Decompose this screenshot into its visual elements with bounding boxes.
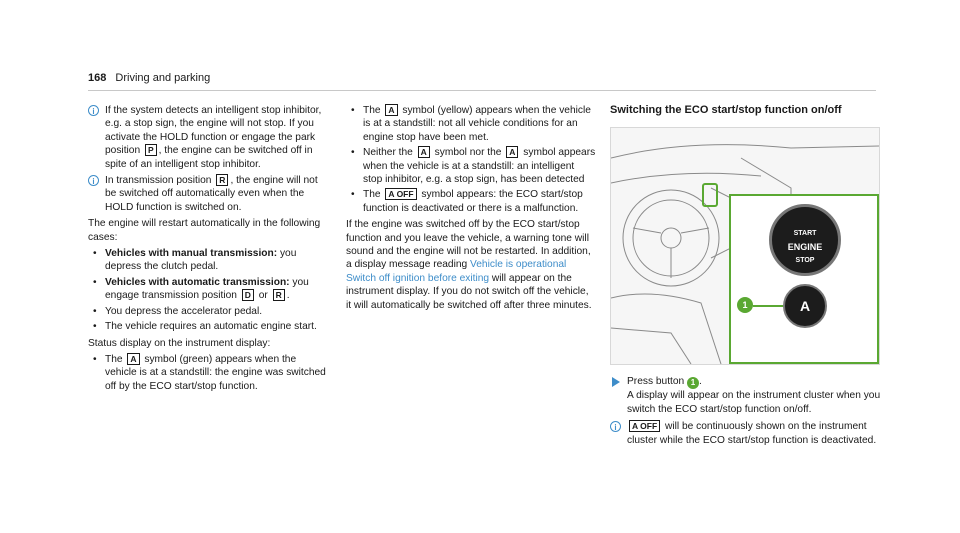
start-stop-button[interactable]: [769, 204, 841, 276]
item-label: Vehicles with manual transmission:: [105, 248, 278, 260]
para-text: If the engine was switched off by the ECO start/stop function and you leave the vehicle, a warning tone will sound and the engine will not be restarted. In addition, a display message reading: [346, 219, 591, 271]
column-right: [610, 104, 882, 450]
info-icon: i: [610, 421, 621, 432]
park-position-symbol: P: [145, 144, 157, 156]
item-text: you engage transmission position: [105, 276, 309, 302]
stop-label: STOP: [795, 257, 815, 265]
eco-green-icon: A: [127, 353, 139, 365]
eco-green-icon: A: [418, 146, 430, 158]
info-icon: i: [88, 175, 99, 186]
eco-off-icon: A OFF: [629, 420, 660, 432]
tip-text: will be continuously shown on the instrument cluster while the ECO start/stop function is deactivated.: [627, 421, 877, 446]
section-title: Driving and parking: [115, 72, 211, 84]
step-result-text: A display will appear on the instrument cluster when you switch the ECO start/stop function on/off.: [627, 390, 881, 415]
restart-intro: The engine will restart automatically in the following cases:: [88, 218, 321, 243]
reverse-position-symbol: R: [273, 289, 285, 301]
tip-note: [88, 174, 326, 214]
start-label: START: [793, 230, 817, 238]
column-middle: [346, 104, 596, 315]
step-text: Press button: [627, 376, 688, 388]
list-item: • You depress the accelerator pedal.: [88, 305, 326, 318]
status-list: [88, 353, 326, 393]
item-text: The: [105, 353, 126, 365]
page-header: [88, 72, 210, 84]
item-text: symbol nor the: [431, 147, 505, 159]
item-text: or: [255, 290, 271, 302]
eco-start-stop-icon: A: [799, 298, 811, 315]
instruction-step: [610, 375, 882, 416]
tip-text: , the engine will not be switched off automatically even when the HOLD function is switched on.: [105, 175, 318, 213]
item-text: symbol appears: the ECO start/stop function is deactivated or there is a malfunction.: [363, 189, 583, 214]
item-text: symbol appears when the vehicle is at a standstill: an intelligent stop inhibitor, e.g. a stop sign, has been detected: [363, 147, 596, 186]
step-arrow-icon: [612, 377, 620, 387]
eco-yellow-icon: A: [385, 104, 397, 116]
drive-position-symbol: D: [242, 289, 254, 301]
tip-text: , the engine can be switched off in spite of an intelligent stop inhibitor.: [105, 145, 313, 170]
reverse-position-symbol: R: [216, 174, 228, 186]
item-text: The: [363, 189, 384, 201]
eco-off-icon: A OFF: [385, 188, 416, 200]
para-text: will appear on the instrument display. If you do not switch off the vehicle, it will automatically be switched off after three minutes.: [346, 272, 592, 311]
item-text: The: [363, 105, 384, 116]
item-label: Vehicles with automatic transmission:: [105, 276, 290, 288]
dashboard-illustration: [610, 127, 880, 365]
list-item: [346, 188, 596, 215]
warning-paragraph: [346, 218, 596, 312]
eco-button[interactable]: [783, 284, 827, 328]
section-heading: Switching the ECO start/stop function on/off: [610, 104, 842, 116]
list-item: [88, 247, 326, 274]
display-message-link[interactable]: Vehicle is operational Switch off ignition before exiting: [346, 259, 567, 284]
tip-note: [610, 420, 882, 447]
list-item: [346, 104, 596, 144]
restart-list: [88, 247, 326, 333]
status-intro: Status display on the instrument display:: [88, 337, 271, 349]
list-item: [346, 146, 596, 186]
list-item: [88, 276, 326, 303]
page-number: 168: [88, 72, 107, 84]
list-item: [88, 353, 326, 393]
button-number-badge: 1: [687, 377, 699, 389]
eco-yellow-icon: A: [506, 146, 518, 158]
column-left: [88, 104, 326, 396]
step-text: .: [699, 376, 702, 388]
tip-text: If the system detects an intelligent stop inhibitor, e.g. a stop sign, the engine will not stop. If you activate the HOLD function or engage the park position: [105, 105, 322, 157]
engine-label: ENGINE: [787, 241, 823, 252]
info-icon: i: [88, 105, 99, 116]
tip-text: In transmission position: [105, 175, 215, 187]
status-list-cont: [346, 104, 596, 215]
item-text: you depress the clutch pedal.: [105, 248, 297, 273]
callout-line: [753, 305, 783, 307]
item-text: symbol (yellow) appears when the vehicle is at a standstill: not all vehicle conditions for an engine stop have been met.: [363, 105, 591, 143]
tip-note: [88, 104, 326, 171]
item-text: .: [286, 290, 290, 302]
header-divider: [88, 90, 876, 91]
list-item: • The vehicle requires an automatic engine start.: [88, 320, 326, 333]
item-text: symbol (green) appears when the vehicle is at a standstill: the engine was switched off by the ECO start/stop function.: [105, 353, 326, 392]
item-text: Neither the: [363, 147, 416, 159]
button-closeup-panel: [729, 194, 879, 364]
callout-badge: 1: [737, 297, 753, 313]
